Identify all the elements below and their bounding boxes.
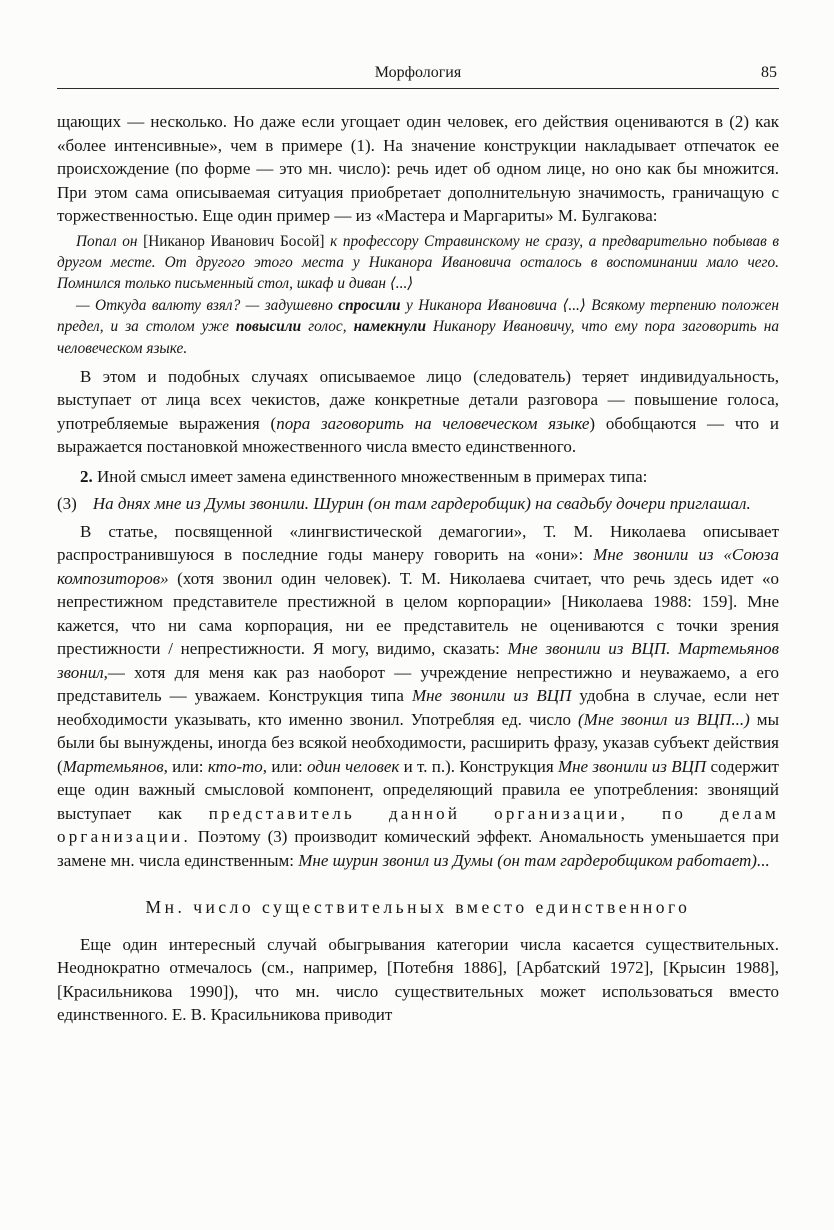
page-number: 85 xyxy=(761,64,777,81)
paragraph-item-2 xyxy=(57,465,779,489)
text-segment: Мн. число существительных вместо единственного xyxy=(145,897,691,918)
text-segment: к профессору Стравинскому не сразу, а предварительно побывав в другом месте. От другого этого места у Никанора Ивановича осталось в воспоминании мало чего. Помнился только письменный стол, шкаф и диван ⟨...⟩ xyxy=(57,232,779,293)
text-segment: один человек xyxy=(307,756,400,776)
text-segment: мы были бы вынуждены, иногда без всякой необходимости, расширить фразу, указав субъект действия ( xyxy=(57,709,779,776)
text-segment: — хотя для меня как раз наоборот — учреждение непрестижно и неуважаемо, а его представитель — уважаем. Конструкция типа xyxy=(57,662,779,706)
text-segment: пора заговорить на человеческом языке xyxy=(276,413,590,433)
text-segment: спросили xyxy=(338,296,401,314)
text-segment: Поэтому (3) производит комический эффект. Аномальность уменьшается при замене мн. числа единственным: xyxy=(57,827,779,870)
text-segment: Никанору Ивановичу, что ему пора заговорить на человеческом языке. xyxy=(57,318,779,357)
text-segment: повысили xyxy=(235,318,302,336)
text-segment: В этом и подобных случаях описываемое лицо (следователь) теряет индивидуальность, выступает от лица всех чекистов, даже конкретные детали разговора — повышение голоса, употребляемые выражения ( xyxy=(57,366,779,433)
paragraph-discussion xyxy=(57,520,779,873)
text-segment: Иной смысл имеет замена единственного множественным в примерах типа: xyxy=(92,466,648,486)
text-segment: Мне звонили из «Союза композиторов» xyxy=(57,545,780,588)
paragraph-commentary xyxy=(57,365,779,459)
page-body xyxy=(57,110,779,1027)
text-segment: щающих — несколько. Но даже если угощает один человек, его действия оцениваются в (2) как «более интенсивные», чем в примере (1). На значение конструкции накладывает отпечаток ее происхождение (по форме — это мн. число): речь идет об одном лице, но оно как бы множится. При этом сама описываемая ситуация приобретает дополнительную значимость, граничащую с торжественностью. Еще один пример — из «Мастера и Маргариты» М. Булгакова: xyxy=(57,112,779,225)
text-segment: Мне звонили из ВЦП xyxy=(411,686,572,706)
text-segment: содержит еще один важный смысловой компонент, определяющий правила ее употребления: звонящий выступает как xyxy=(57,756,779,823)
text-segment: На днях мне из Думы звонили. Шурин (он там гардеробщик) на свадьбу дочери приглашал. xyxy=(92,494,751,514)
text-segment: Мартемьянов xyxy=(62,756,164,776)
text-segment: 2. xyxy=(80,466,93,486)
text-segment: ) обобщаются — что и выражается постановкой множественного числа вместо единственного. xyxy=(57,413,779,457)
text-segment: В статье, посвященной «лингвистической демагогии», Т. М. Николаева описывает распространившуюся в последние годы манеру говорить на «они»: xyxy=(57,521,779,565)
text-segment: Еще один интересный случай обыгрывания категории числа касается существительных. Неоднократно отмечалось (см., например, [Потебня 1886], [Арбатский 1972], [Крысин 1988], [Красильникова 1990]), что мн. число существительных может использоваться вместо единственного. Е. В. Красильникова приводит xyxy=(57,934,779,1025)
text-segment: (Мне звонил из ВЦП...) xyxy=(578,709,750,729)
text-segment: , или: xyxy=(262,756,308,776)
text-segment: удобна в случае, если нет необходимости указывать, кто именно звонил. Употребляя ед. число xyxy=(57,686,779,729)
quote-block-1 xyxy=(57,231,779,295)
text-segment: — Откуда валюту взял? — задушевно xyxy=(76,296,339,314)
paragraph-continuation xyxy=(57,110,779,228)
text-segment: [Никанор Иванович Босой] xyxy=(143,232,325,250)
example-3 xyxy=(57,492,779,516)
text-segment: , или: xyxy=(163,756,208,776)
text-segment: Попал он xyxy=(76,232,144,250)
text-segment: намекнули xyxy=(353,318,426,336)
text-segment: Мне звонили из ВЦП. Мартемьянов звонил, xyxy=(57,639,780,682)
section-heading xyxy=(57,896,779,920)
text-segment: Мне звонили из ВЦП xyxy=(557,756,707,776)
text-segment: голос, xyxy=(301,318,354,336)
text-segment: (хотя звонил один человек). Т. М. Николаева считает, что речь здесь идет «о непрестижном представителе престижной в целом корпорации» [Николаева 1988: 159]. Мне кажется, что ни сама корпорация, ни ее представитель не оцениваются с точки зрения престижности / непрестижности. Я могу, видимо, сказать: xyxy=(57,568,779,659)
text-segment: (3) xyxy=(57,494,77,514)
text-segment: и т. п.). Конструкция xyxy=(399,756,558,776)
text-segment: представитель данной организации, по делам организации. xyxy=(57,803,780,847)
paragraph-nouns xyxy=(57,933,779,1027)
running-title: Морфология xyxy=(374,64,462,81)
text-segment: у Никанора Ивановича ⟨...⟩ Всякому терпению положен предел, и за столом уже xyxy=(57,296,779,336)
text-segment: кто-то xyxy=(207,756,263,776)
quote-block-2 xyxy=(57,295,779,359)
text-segment: Мне шурин звонил из Думы (он там гардеробщиком работает)... xyxy=(298,850,770,870)
page-header xyxy=(57,64,779,89)
